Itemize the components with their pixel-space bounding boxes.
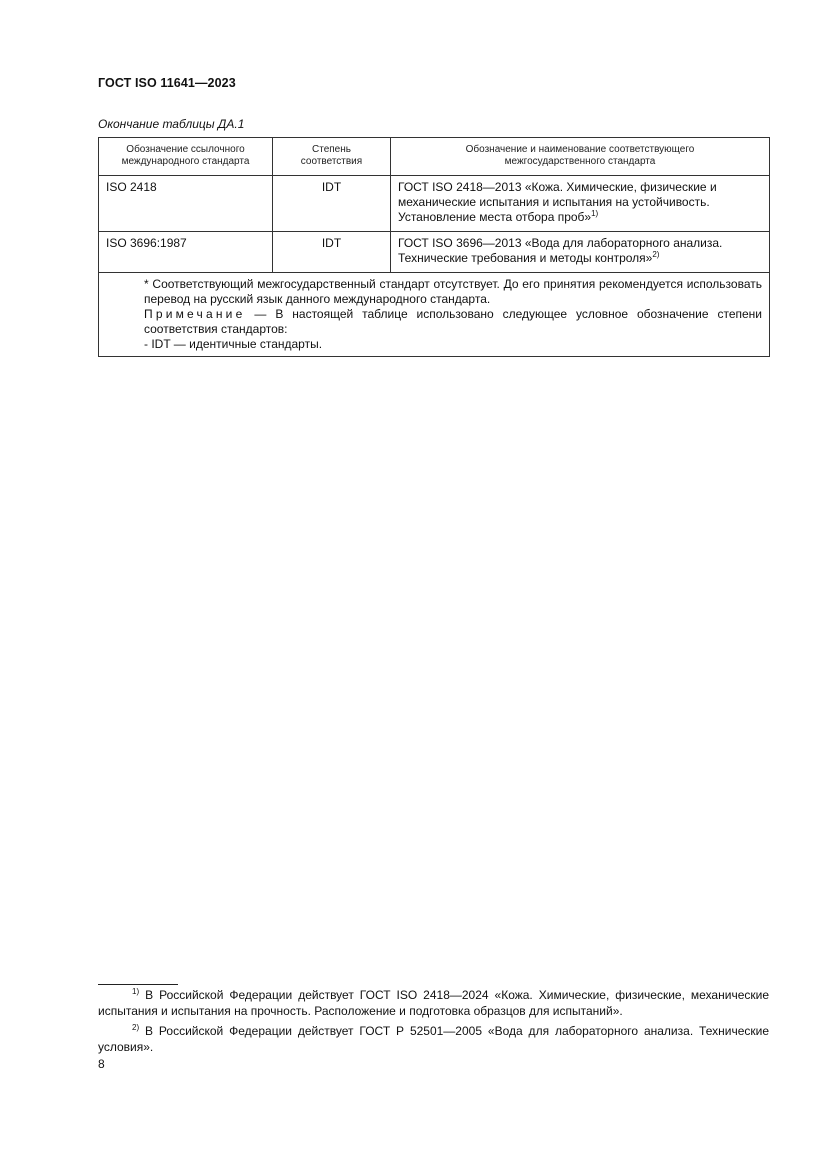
interstate-text: ГОСТ ISO 3696—2013 «Вода для лабораторного анализа. Технические требования и методы контроля» — [398, 236, 723, 265]
document-header: ГОСТ ISO 11641—2023 — [98, 76, 236, 90]
header-line: Обозначение ссылочного — [126, 144, 245, 155]
notes-cell — [99, 273, 770, 357]
note-paragraph — [106, 307, 762, 337]
note-label: Примечание — [144, 307, 246, 321]
footnote — [98, 1023, 769, 1055]
footnote — [98, 987, 769, 1019]
footnote-ref: 2) — [652, 250, 660, 259]
star-note: * Соответствующий межгосударственный стандарт отсутствует. До его принятия рекомендуется использовать перевод на русский язык данного международного стандарта. — [144, 277, 762, 306]
header-line: Степень — [312, 144, 351, 155]
degree-cell: IDT — [273, 232, 391, 273]
interstate-cell — [391, 176, 770, 232]
header-line: соответствия — [300, 156, 363, 167]
page-number: 8 — [98, 1057, 105, 1071]
header-line: Обозначение и наименование соответствующего — [465, 144, 695, 155]
table-caption: Окончание таблицы ДА.1 — [98, 117, 245, 131]
table-row — [99, 176, 770, 232]
header-interstate-standard — [391, 138, 770, 176]
footnote-ref: 1) — [591, 209, 599, 218]
standards-table — [98, 137, 770, 357]
notes-row — [99, 273, 770, 357]
footnotes — [98, 987, 769, 1059]
footnote-mark: 1) — [132, 987, 140, 996]
reference-cell: ISO 3696:1987 — [99, 232, 273, 273]
header-line: межгосударственного стандарта — [504, 156, 656, 167]
degree-cell: IDT — [273, 176, 391, 232]
table-row — [99, 232, 770, 273]
header-line: международного стандарта — [121, 156, 250, 167]
table-header-row — [99, 138, 770, 176]
interstate-cell — [391, 232, 770, 273]
note-text: — В настоящей таблице использовано следующее условное обозначение степени соответствия стандартов: — [144, 307, 762, 336]
header-reference-standard — [99, 138, 273, 176]
reference-cell: ISO 2418 — [99, 176, 273, 232]
footnote-text: В Российской Федерации действует ГОСТ ISO 2418—2024 «Кожа. Химические, физические, механические испытания и испытания на прочность. Расположение и подготовка образцов для испытаний». — [98, 988, 769, 1018]
footnote-divider — [98, 984, 178, 985]
footnote-text: В Российской Федерации действует ГОСТ Р 52501—2005 «Вода для лабораторного анализа. Технические условия». — [98, 1024, 769, 1054]
interstate-text: ГОСТ ISO 2418—2013 «Кожа. Химические, физические и механические испытания и испытания на устойчивость. Установление места отбора проб» — [398, 180, 717, 224]
list-item: - IDT — идентичные стандарты. — [144, 337, 323, 351]
footnote-mark: 2) — [132, 1023, 140, 1032]
header-degree — [273, 138, 391, 176]
